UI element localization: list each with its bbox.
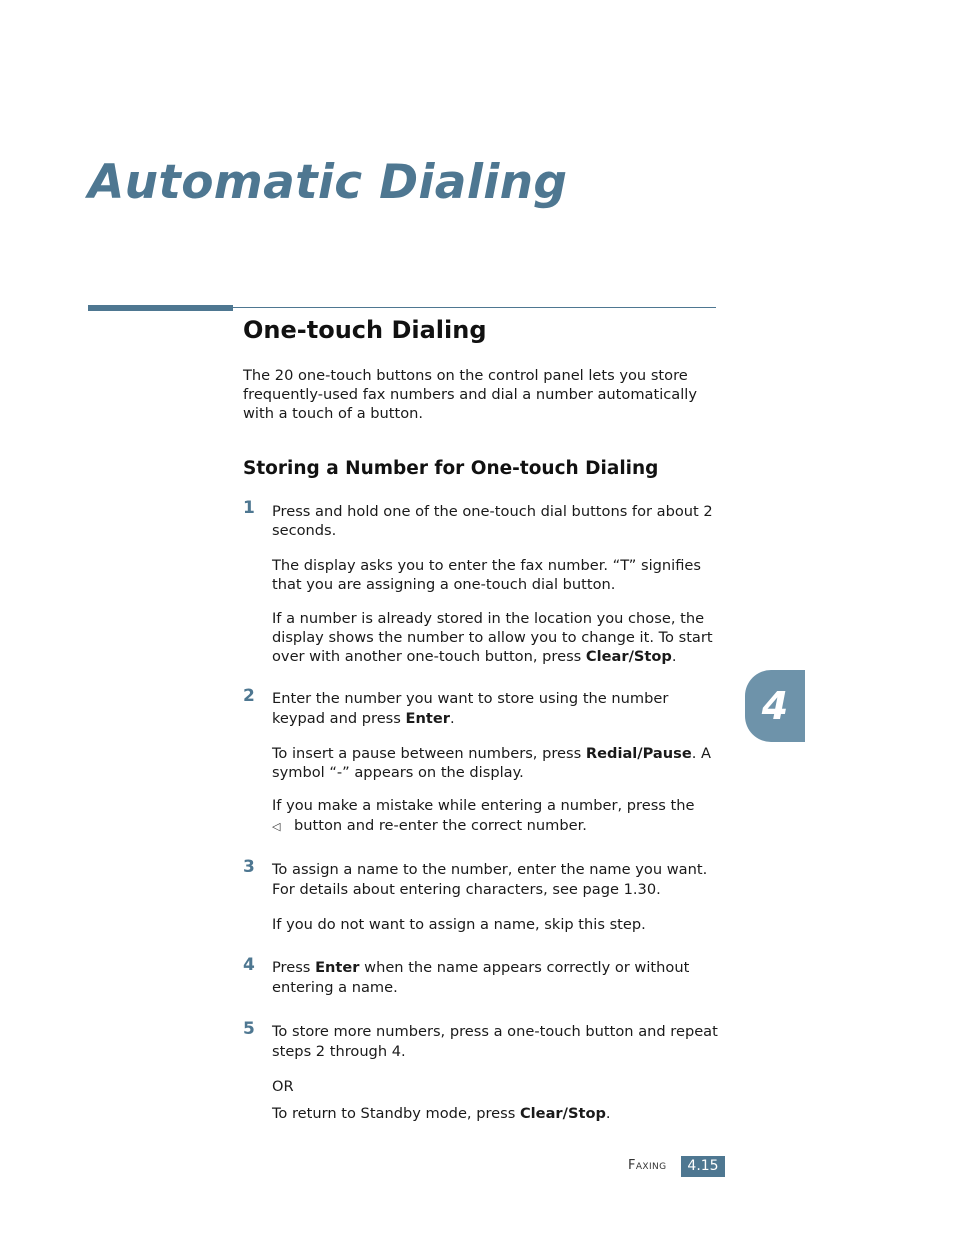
step-2-paragraph-3 — [272, 796, 724, 837]
step-2-p2-end: . A symbol “-” appears on the display. — [272, 745, 712, 781]
step-number-1: 1 — [243, 498, 255, 518]
step-1-paragraph-2: The display asks you to enter the fax number. “T” signifies that you are assigning a one-touch dial button. — [272, 557, 701, 593]
step-2-p1-text: Enter the number you want to store using the number keypad and press — [272, 690, 669, 727]
intro-paragraph: The 20 one-touch buttons on the control panel lets you store frequently-used fax numbers and dial a number automatically with a touch of a button. — [243, 367, 697, 422]
section-rule-thick — [88, 305, 233, 311]
section-rule-thin — [233, 307, 716, 308]
step-2-p1-end: . — [449, 710, 455, 727]
chapter-tab — [745, 670, 805, 742]
step-4-p1-end: when the name appears correctly or without entering a name. — [272, 959, 690, 996]
step-4-p1-text: Press — [272, 959, 316, 976]
enter-key-label: Enter — [405, 710, 450, 727]
step-1-p3-text: If a number is already stored in the location you chose, the display shows the number to allow you to change it. To start over with another one-touch button, press — [272, 610, 713, 665]
step-number-5: 5 — [243, 1019, 255, 1039]
step-5-paragraph-3 — [272, 1104, 724, 1123]
step-2-paragraph-2 — [272, 744, 724, 782]
enter-key-label: Enter — [315, 959, 360, 976]
step-5-or: OR — [272, 1078, 294, 1095]
step-2-p3-end: button and re-enter the correct number. — [294, 817, 587, 834]
step-5-paragraph-1: To store more numbers, press a one-touch button and repeat steps 2 through 4. — [272, 1023, 718, 1060]
step-2-p2-text: To insert a pause between numbers, press — [272, 745, 586, 762]
section-heading: One-touch Dialing — [243, 316, 487, 344]
step-5-p3-end: . — [605, 1105, 611, 1122]
step-1-paragraph-1: Press and hold one of the one-touch dial buttons for about 2 seconds. — [272, 503, 713, 539]
step-2-paragraph-1 — [272, 689, 724, 729]
step-number-3: 3 — [243, 857, 255, 877]
chapter-title: Automatic Dialing — [88, 155, 568, 210]
clear-stop-key-label: Clear/Stop — [519, 1105, 606, 1122]
step-3-paragraph-2: If you do not want to assign a name, skip this step. — [272, 916, 646, 933]
step-number-4: 4 — [243, 955, 255, 975]
clear-stop-key-label: Clear/Stop — [585, 648, 672, 665]
step-5-p3-text: To return to Standby mode, press — [272, 1105, 520, 1122]
redial-pause-key-label: Redial/Pause — [585, 745, 692, 762]
footer-section-label: Faxing — [628, 1158, 667, 1173]
step-1-paragraph-3 — [272, 609, 724, 666]
page-number-badge: 4.15 — [681, 1156, 725, 1177]
step-number-2: 2 — [243, 686, 255, 706]
step-4-paragraph-1 — [272, 958, 724, 998]
step-3-paragraph-1: To assign a name to the number, enter the name you want. For details about entering characters, see page 1.30. — [272, 861, 708, 898]
step-1-p3-end: . — [671, 648, 677, 665]
sub-heading: Storing a Number for One-touch Dialing — [243, 458, 659, 479]
chapter-tab-number: 4 — [761, 684, 789, 728]
left-arrow-icon: ◁ — [272, 820, 281, 833]
step-2-p3-text: If you make a mistake while entering a number, press the — [272, 797, 695, 814]
